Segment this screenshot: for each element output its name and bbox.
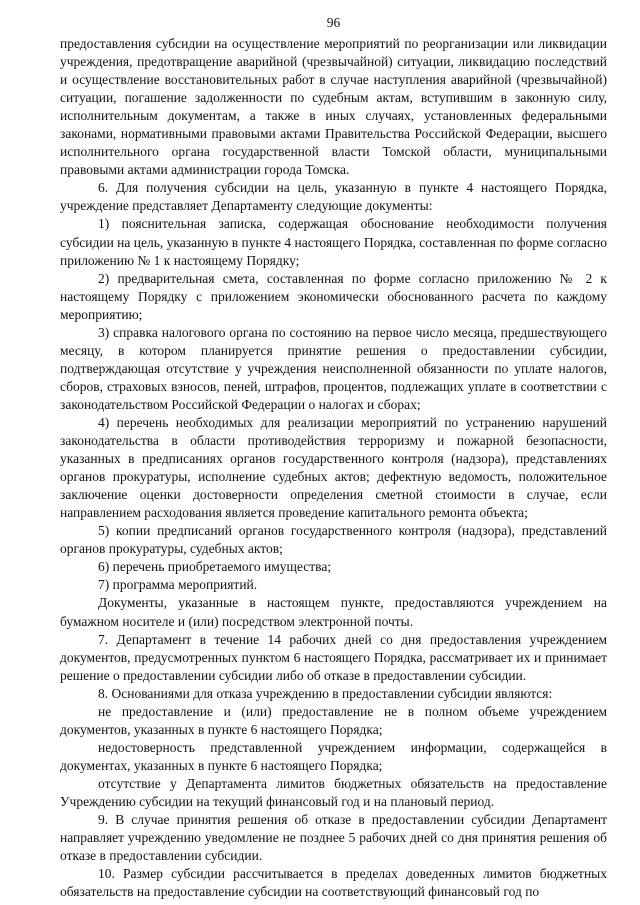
- paragraph: 8. Основаниями для отказа учреждению в предоставлении субсидии являются:: [98, 685, 553, 701]
- paragraph: 7. Департамент в течение 14 рабочих дней со дня предоставления учреждением документов, предусмотренных пунктом 6 настоящего Порядка, рассматривает их и принимает решение о предоставлении субсидии либо об отказе в предоставлении субсидии.: [60, 631, 607, 683]
- paragraph: 2) предварительная смета, составленная по форме согласно приложению № 2 к настоящему Порядку с приложением экономически обоснованного расчета по каждому мероприятию;: [60, 270, 607, 322]
- paragraph: 3) справка налогового органа по состоянию на первое число месяца, предшествующего месяцу, в котором планируется принятие решения о предоставлении субсидии, подтверждающая отсутствие у учреждения неисполненной обязанности по уплате налогов, сборов, страховых взносов, пеней, штрафов, процентов, подлежащих уплате в соответствии с законодательством Российской Федерации о налогах и сборах;: [60, 324, 607, 412]
- paragraph: 6. Для получения субсидии на цель, указанную в пункте 4 настоящего Порядка, учреждение представляет Департаменту следующие документы:: [60, 180, 607, 214]
- document-body: [60, 35, 607, 901]
- paragraph: Документы, указанные в настоящем пункте, предоставляются учреждением на бумажном носителе и (или) посредством электронной почты.: [60, 595, 607, 629]
- paragraph: 4) перечень необходимых для реализации мероприятий по устранению нарушений законодательства в области противодействия терроризму и пожарной безопасности, указанных в предписаниях органов государственного контроля (надзора), представлениях органов прокуратуры, исполнение судебных актов; дефектную ведомость, положительное заключение оценки достоверности определения сметной стоимости в случае, если направлением расходования является проведение капитального ремонта объекта;: [60, 414, 607, 521]
- paragraph: недостоверность представленной учреждением информации, содержащейся в документах, указанных в пункте 6 настоящего Порядка;: [60, 739, 607, 773]
- paragraph: 6) перечень приобретаемого имущества;: [98, 559, 332, 575]
- paragraph: 10. Размер субсидии рассчитывается в пределах доведенных лимитов бюджетных обязательств на предоставление субсидии на соответствующий финансовый год по: [60, 866, 607, 900]
- page-number: 96: [326, 15, 341, 30]
- paragraph: 5) копии предписаний органов государственного контроля (надзора), представлений органов прокуратуры, судебных актов;: [60, 523, 607, 557]
- paragraph: предоставления субсидии на осуществление мероприятий по реорганизации или ликвидации учреждения, предотвращение аварийной (чрезвычайной) ситуации, ликвидацию последствий и осуществление восстановительных работ в случае наступления аварийной (чрезвычайной) ситуации, погашение задолженности по судебным актам, вступившим в законную силу, исполнительным документам, а также в иных случаях, установленных федеральными законами, нормативными правовыми актами Правительства Российской Федерации, высшего исполнительного органа государственной власти Томской области, муниципальными правовыми актами администрации города Томска.: [60, 36, 607, 178]
- paragraph: отсутствие у Департамента лимитов бюджетных обязательств на предоставление Учреждению субсидии на текущий финансовый год и на плановый период.: [60, 775, 607, 809]
- paragraph: 7) программа мероприятий.: [98, 577, 258, 593]
- paragraph: не предоставление и (или) предоставление не в полном объеме учреждением документов, указанных в пункте 6 настоящего Порядка;: [60, 703, 607, 737]
- paragraph: 1) пояснительная записка, содержащая обоснование необходимости получения субсидии на цель, указанную в пункте 4 настоящего Порядка, составленная по форме согласно приложению № 1 к настоящему Порядку;: [60, 216, 607, 268]
- paragraph: 9. В случае принятия решения об отказе в предоставлении субсидии Департамент направляет учреждению уведомление не позднее 5 рабочих дней со дня принятия решения об отказе в предоставлении субсидии.: [60, 812, 607, 864]
